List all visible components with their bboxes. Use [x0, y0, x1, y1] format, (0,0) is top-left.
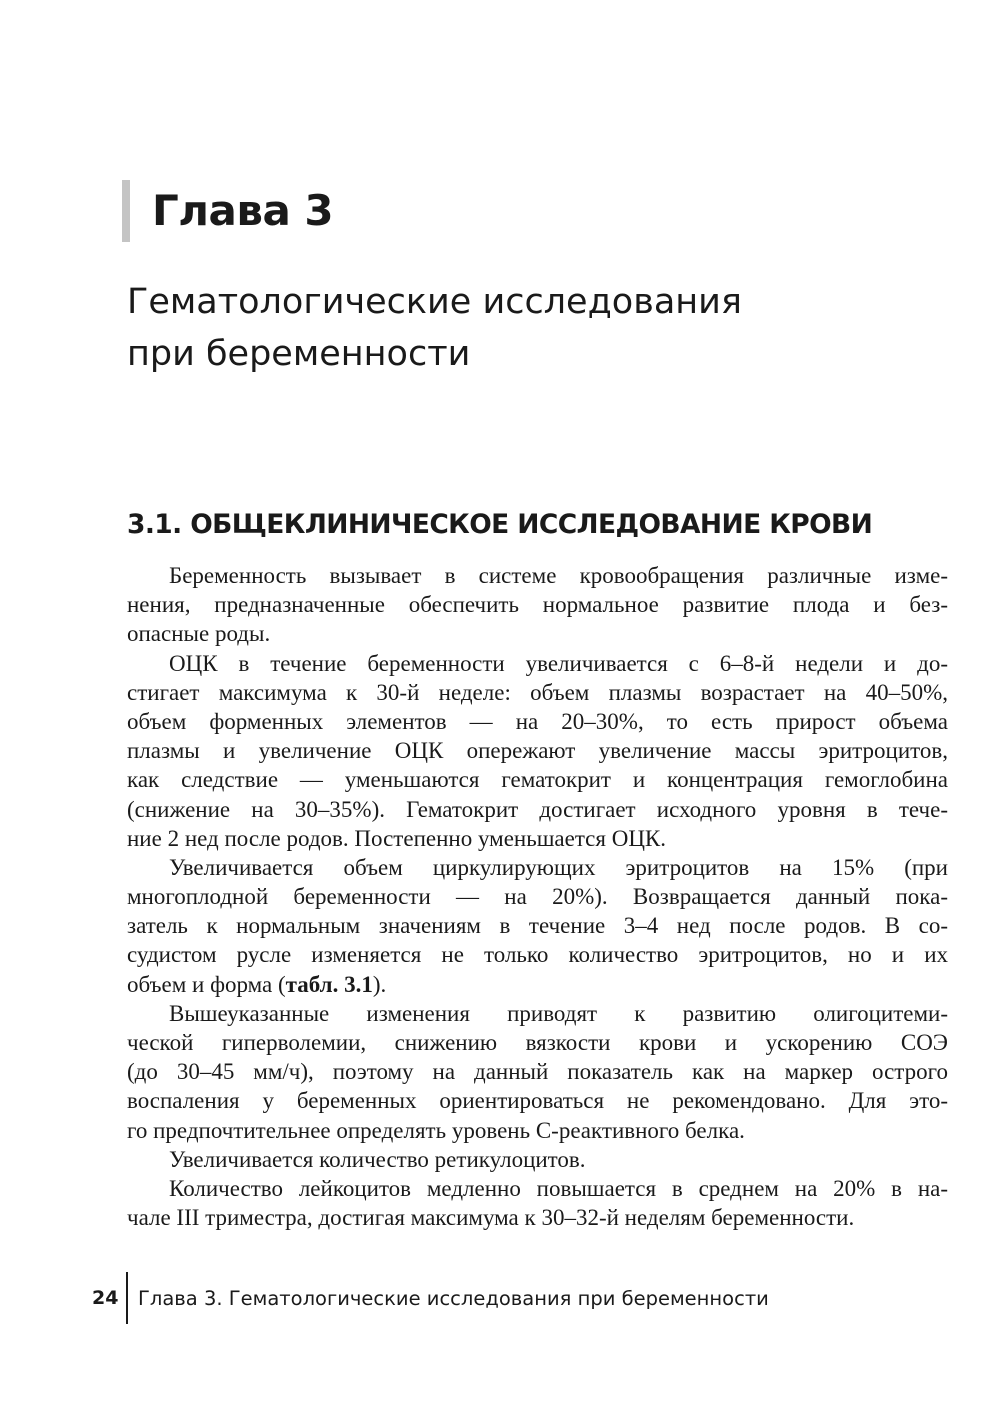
text-line: ние 2 нед после родов. Постепенно уменьшается ОЦК. — [127, 825, 667, 851]
text-line: ОЦК в течение беременности увеличивается с 6–8-й недели и до- — [169, 650, 948, 676]
page-footer — [92, 1272, 769, 1324]
text-segment: объем и форма ( — [127, 971, 286, 997]
section-title: 3.1. ОБЩЕКЛИНИЧЕСКОЕ ИССЛЕДОВАНИЕ КРОВИ — [127, 509, 873, 540]
text-line: судистом русле изменяется не только количество эритроцитов, но и их — [127, 942, 948, 968]
text-line: плазмы и увеличение ОЦК опережают увеличение массы эритроцитов, — [127, 738, 948, 764]
chapter-number: Глава 3 — [152, 186, 334, 235]
chapter-heading — [122, 180, 333, 242]
text-line: стигает максимума к 30-й неделе: объем плазмы возрастает на 40–50%, — [127, 679, 948, 705]
text-segment: ). — [372, 971, 387, 997]
text-line: нения, предназначенные обеспечить нормальное развитие плода и без- — [127, 592, 948, 618]
footer-divider — [126, 1272, 128, 1324]
page-number: 24 — [92, 1287, 119, 1309]
table-reference[interactable]: табл. 3.1 — [285, 971, 373, 997]
running-head: Глава 3. Гематологические исследования при беременности — [138, 1286, 769, 1310]
text-line: опасные роды. — [127, 621, 271, 647]
text-line: как следствие — уменьшаются гематокрит и концентрация гемоглобина — [127, 767, 948, 793]
text-line: (до 30–45 мм/ч), поэтому на данный показатель как на маркер острого — [127, 1059, 948, 1085]
text-line: Увеличивается объем циркулирующих эритроцитов на 15% (при — [169, 854, 948, 880]
text-line: затель к нормальным значениям в течение 3–4 нед после родов. В со- — [127, 913, 948, 939]
text-line: ческой гиперволемии, снижению вязкости крови и ускорению СОЭ — [127, 1030, 948, 1055]
text-line: многоплодной беременности — на 20%). Возвращается данный пока- — [127, 884, 948, 910]
text-line: Беременность вызывает в системе кровообращения различные изме- — [169, 563, 948, 588]
text-line: го предпочтительнее определять уровень С-реактивного белка. — [127, 1117, 745, 1143]
chapter-title-line: при беременности — [127, 334, 471, 374]
text-line: Увеличивается количество ретикулоцитов. — [169, 1146, 586, 1172]
text-line: Количество лейкоцитов медленно повышается в среднем на 20% в на- — [169, 1175, 948, 1201]
text-line: Вышеуказанные изменения приводят к развитию олигоцитеми- — [169, 1000, 948, 1026]
body-text — [127, 561, 948, 1232]
text-line — [127, 970, 948, 999]
chapter-title — [127, 276, 927, 380]
text-line: (снижение на 30–35%). Гематокрит достигает исходного уровня в тече- — [127, 796, 948, 822]
chapter-marker-bar — [122, 180, 130, 242]
text-line: воспаления у беременных ориентироваться не рекомендовано. Для это- — [127, 1088, 948, 1114]
text-line: чале III триместра, достигая максимума к 30–32-й неделям беременности. — [127, 1205, 855, 1231]
chapter-title-line: Гематологические исследования — [127, 282, 742, 322]
text-line: объем форменных элементов — на 20–30%, то есть прирост объема — [127, 708, 948, 734]
